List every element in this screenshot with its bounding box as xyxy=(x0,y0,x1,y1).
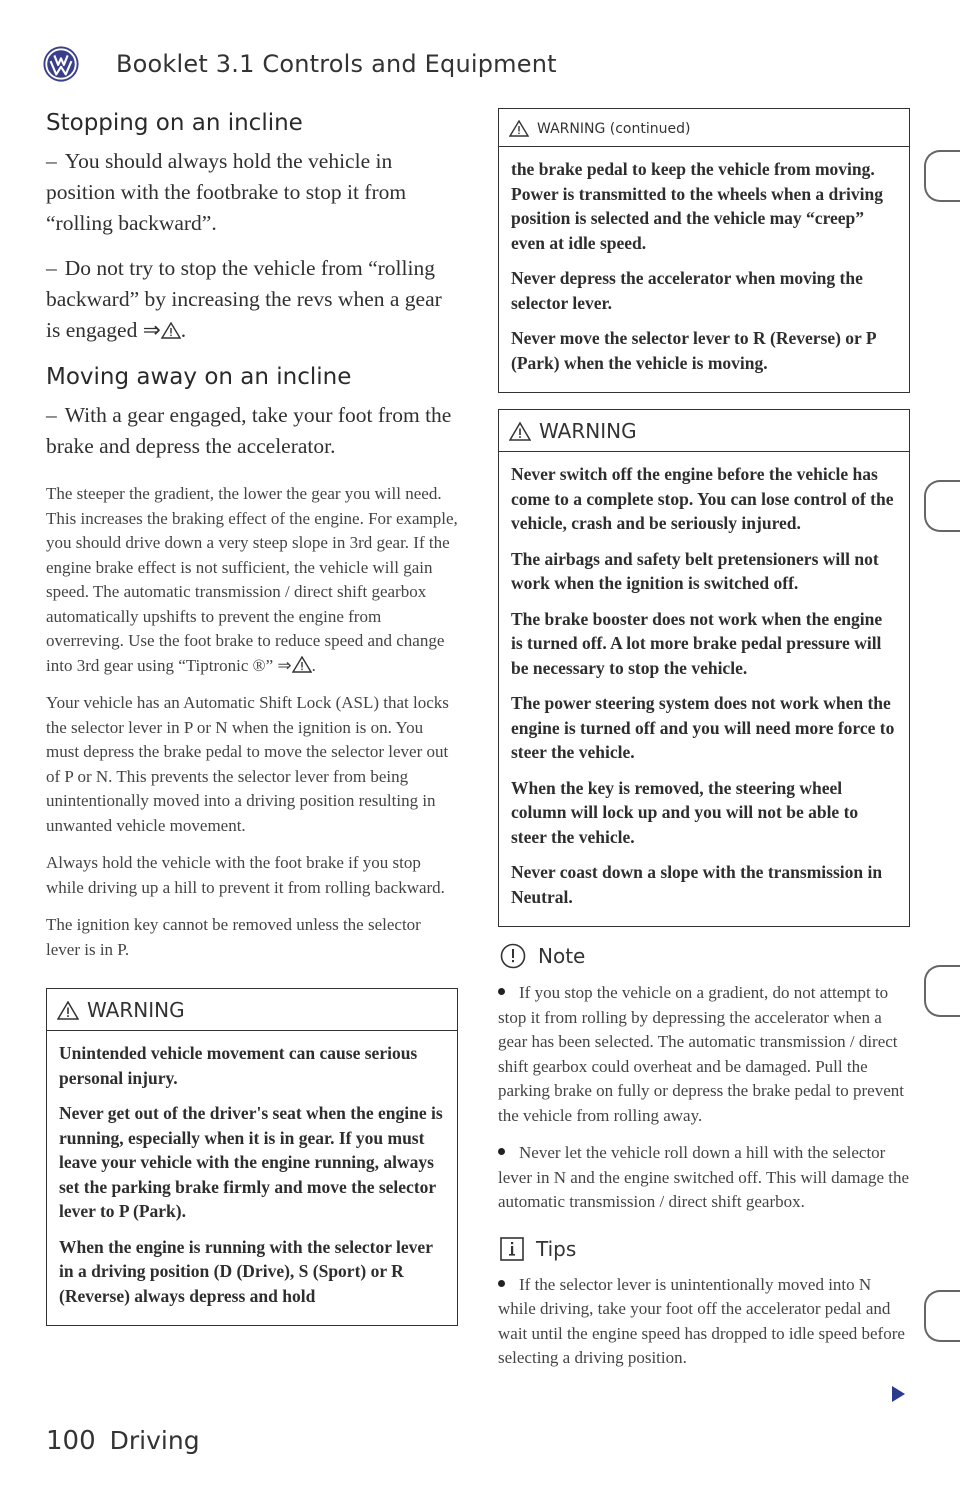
warning-body xyxy=(499,452,909,926)
warning-continued-box xyxy=(498,108,910,393)
bullet-text: The power steering system does not work when the engine is turned off and you will need more force to steer the vehicle. xyxy=(511,693,895,762)
right-column xyxy=(498,108,910,1384)
instruction-step: – You should always hold the vehicle in position with the footbrake to stop it from “rolling backward”. xyxy=(46,149,407,235)
page-edge-tab xyxy=(924,150,960,202)
body-paragraph: The steeper the gradient, the lower the gear you will need. This increases the braking effect of the engine. For example, you should drive down a very steep slope in 3rd gear. If the engine brake effect is not sufficient, the vehicle will gain speed. The automatic transmission / direct shift gearbox automatically upshifts to prevent the engine from overreving. Use the foot brake to reduce speed and change into 3rd gear using “Tiptronic ®” ⇒ . xyxy=(46,484,458,675)
tips-bullet xyxy=(498,1273,910,1371)
warning-text: the brake pedal to keep the vehicle from moving. Power is transmitted to the wheels when a driving position is selected and the vehicle may “creep” even at idle speed. xyxy=(511,159,884,253)
bullet-text: The brake booster does not work when the engine is turned off. A lot more brake pedal pressure will be necessary to stop the vehicle. xyxy=(511,608,883,678)
bullet-text: Never depress the accelerator when moving the selector lever. xyxy=(511,268,863,313)
warning-intro: Unintended vehicle movement can cause serious personal injury. xyxy=(59,1043,418,1088)
warning-bullet xyxy=(511,607,897,681)
warning-triangle-icon xyxy=(509,422,531,441)
bullet-text: Never get out of the driver's seat when the engine is running, especially when it is in gear. If you must leave your vehicle with the engine running, always set the parking brake firmly and move the selector lever to P (Park). xyxy=(59,1103,443,1221)
warning-header xyxy=(499,109,909,147)
bullet-text: If you stop the vehicle on a gradient, do not attempt to stop it from rolling by depressing the accelerator when a gear has been selected. The automatic transmission / direct shift gearbox could overheat and be damaged. Pull the parking brake on fully or depress the brake pedal to prevent the vehicle from rolling away. xyxy=(498,983,904,1125)
note-header xyxy=(500,943,910,969)
vw-logo-icon xyxy=(42,45,80,83)
page-number: 100 xyxy=(46,1426,96,1456)
warning-intro: Never switch off the engine before the vehicle has come to a complete stop. You can lose control of the vehicle, crash and be seriously injured. xyxy=(511,464,894,533)
note-bullet xyxy=(498,981,910,1128)
section-name: Driving xyxy=(109,1426,200,1455)
note-title: Note xyxy=(538,944,586,968)
step-text: With a gear engaged, take your foot from the brake and depress the accelerator. xyxy=(46,403,452,458)
instruction-step: – Do not try to stop the vehicle from “rolling backward” by increasing the revs when a gear is engaged ⇒ . xyxy=(46,256,442,342)
body-paragraph: Your vehicle has an Automatic Shift Lock (ASL) that locks the selector lever in P or N when the ignition is on. You must depress the brake pedal to move the selector lever out of P or N. This prevents the selector lever from being unintentionally moved into a driving position resulting in unwanted vehicle movement. xyxy=(46,693,449,835)
warning-triangle-icon xyxy=(509,120,529,137)
tips-title: Tips xyxy=(536,1236,577,1261)
warning-header xyxy=(499,410,909,452)
warning-bullet xyxy=(511,691,897,765)
bullet-dot xyxy=(498,1148,505,1155)
warning-bullet xyxy=(511,547,897,596)
paragraph-text: The steeper the gradient, the lower the gear you will need. This increases the braking effect of the engine. For example, you should drive down a very steep slope in 3rd gear. If the engine brake effect is not sufficient, the vehicle will gain speed. The automatic transmission / direct shift gearbox automatically upshifts to prevent the engine from overreving. Use the foot brake to reduce speed and change into 3rd gear using “Tiptronic ®” ⇒ xyxy=(46,484,458,675)
page-header xyxy=(42,44,557,84)
warning-bullet xyxy=(59,1101,445,1224)
page-footer xyxy=(46,1426,200,1456)
warning-header xyxy=(47,989,457,1031)
warning-box xyxy=(46,988,458,1326)
bullet-text: When the key is removed, the steering wheel column will lock up and you will not be able to steer the vehicle. xyxy=(511,777,859,847)
bullet-text: Never move the selector lever to R (Reverse) or P (Park) when the vehicle is moving. xyxy=(511,328,876,373)
heading-stopping-incline: Stopping on an incline xyxy=(46,110,303,136)
step-text: Do not try to stop the vehicle from “rolling backward” by increasing the revs when a gear is engaged ⇒ xyxy=(46,256,442,342)
warning-triangle-icon xyxy=(57,1001,79,1020)
warning-bullet xyxy=(511,266,897,315)
warning-bullet xyxy=(511,860,897,909)
warning-body xyxy=(47,1031,457,1325)
page-edge-tab xyxy=(924,1290,960,1342)
info-circle-icon xyxy=(500,943,526,969)
heading-moving-incline: Moving away on an incline xyxy=(46,364,352,390)
bullet-text: Never coast down a slope with the transmission in Neutral. xyxy=(511,862,883,907)
bullet-dot xyxy=(498,988,505,995)
step-text: You should always hold the vehicle in position with the footbrake to stop it from “rolling backward”. xyxy=(46,149,407,235)
tips-header xyxy=(500,1237,910,1261)
tips-info-icon xyxy=(500,1237,524,1261)
warning-body xyxy=(499,147,909,392)
body-paragraph: The ignition key cannot be removed unless the selector lever is in P. xyxy=(46,915,421,959)
instruction-step: – With a gear engaged, take your foot from the brake and depress the accelerator. xyxy=(46,403,452,458)
bullet-text: If the selector lever is unintentionally moved into N while driving, take your foot off the accelerator pedal and wait until the engine speed has dropped to idle speed before selecting a driving position. xyxy=(498,1274,905,1367)
warning-title: WARNING xyxy=(539,419,637,443)
note-bullet xyxy=(498,1141,910,1215)
bullet-text: When the engine is running with the selector lever in a driving position (D (Drive), S (Sport) or R (Reverse) always depress and hold xyxy=(59,1236,433,1306)
page-edge-tab xyxy=(924,480,960,532)
next-page-arrow-icon xyxy=(892,1386,905,1402)
warning-triangle-icon xyxy=(161,322,181,339)
left-column xyxy=(46,110,458,1326)
warning-bullet xyxy=(511,326,897,375)
page-title: Booklet 3.1 Controls and Equipment xyxy=(116,50,557,78)
warning-title: WARNING xyxy=(87,998,185,1022)
warning-triangle-icon xyxy=(292,656,312,673)
body-paragraph: Always hold the vehicle with the foot brake if you stop while driving up a hill to prevent it from rolling backward. xyxy=(46,853,445,897)
bullet-text: The airbags and safety belt pretensioners will not work when the ignition is switched off. xyxy=(511,548,879,593)
warning-title: WARNING (continued) xyxy=(537,120,691,137)
warning-box xyxy=(498,409,910,927)
warning-bullet xyxy=(59,1235,445,1309)
page-edge-tab xyxy=(924,965,960,1017)
bullet-text: Never let the vehicle roll down a hill with the selector lever in N and the engine switched off. This will damage the automatic transmission / direct shift gearbox. xyxy=(498,1143,910,1211)
bullet-dot xyxy=(498,1280,505,1287)
warning-bullet xyxy=(511,776,897,850)
